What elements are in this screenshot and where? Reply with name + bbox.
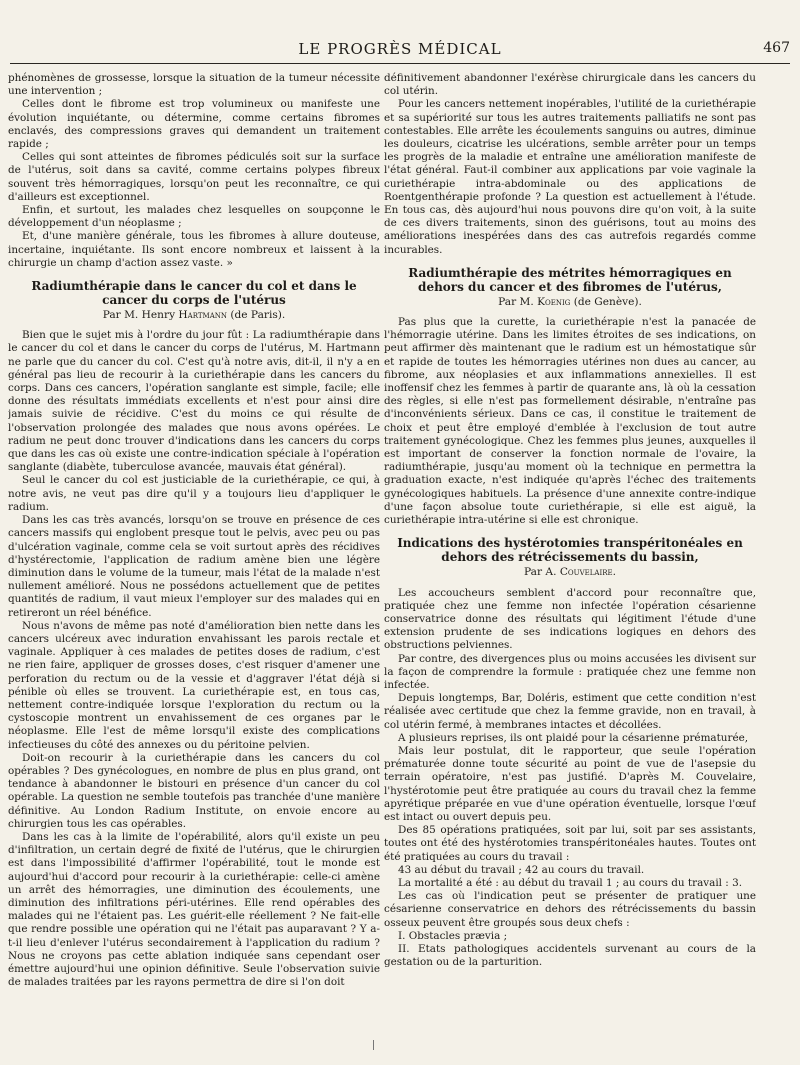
paragraph: La mortalité a été : au début du travail 1 ; au cours du travail : 3.: [398, 876, 742, 889]
paragraph: Dans les cas très avancés, lorsqu'on se trouve en présence de ces cancers massifs qui englobent presque tout le pelvis, avec peu ou pas d'ulcération vaginale, comme cela se voit surtout après des récidives d'hystérectomie, l'application de radium amène bien une légère diminution dans le volume de la tumeur, mais l'état de la malade n'est nullement amélioré. Nous ne possédons actuellement que de petites quantités de radium, il vaut mieux l'employer sur des malades qui en retireront un réel bénéfice.: [8, 514, 380, 619]
page-number: 467: [763, 40, 790, 56]
byline-prefix: Par M.: [498, 295, 538, 308]
page-header: [10, 40, 790, 62]
section-heading: Indications des hystérotomies transpéritonéales en dehors des rétrécissements du bassin,: [397, 536, 743, 565]
paragraph: phénomènes de grossesse, lorsque la situation de la tumeur nécessite une intervention ;: [8, 72, 380, 98]
paragraph: Celles qui sont atteintes de fibromes pédiculés soit sur la surface de l'utérus, soit dans sa cavité, comme certains polypes fibreux souvent très hémorragiques, lorsqu'on peut les reconnaître, ce qui d'ailleurs est exceptionnel.: [8, 151, 380, 203]
paragraph: Mais leur postulat, dit le rapporteur, que seule l'opération prématurée donne toute sécurité au point de vue de l'asepsie du terrain opératoire, n'est pas justifié. D'après M. Couvelaire, l'hystérotomie peut être pratiquée au cours du travail chez la femme apyrétique préparée en vue d'une opération éventuelle, lorsque l'œuf est intact ou ouvert depuis peu.: [384, 744, 756, 823]
column-mark: [373, 1040, 376, 1050]
author-name: Hartmann: [178, 309, 228, 322]
author-name: Couvelaire: [559, 566, 613, 579]
section-heading: Radiumthérapie des métrites hémorragiques en dehors du cancer et des fibromes de l'utérus,: [408, 265, 732, 294]
author-affiliation: (de Genève).: [570, 295, 642, 308]
paragraph: Les cas où l'indication peut se présenter de pratiquer une césarienne conservatrice en dehors des rétrécissements du bassin osseux peuvent être groupés sous deux chefs :: [384, 890, 756, 929]
left-column: [8, 72, 380, 1057]
author-byline: [384, 566, 756, 579]
paragraph: Par contre, des divergences plus ou moins accusées les divisent sur la façon de comprendre la formule : pratiquée chez une femme non infectée.: [384, 652, 756, 691]
byline-prefix: Par A.: [524, 566, 560, 579]
author-name: Koenig: [537, 295, 571, 308]
header-rule: [10, 63, 790, 64]
paragraph: définitivement abandonner l'exérèse chirurgicale dans les cancers du col utérin.: [384, 72, 756, 98]
paragraph: Et, d'une manière générale, tous les fibromes à allure douteuse, incertaine, inquiétante. Ils sont encore nombreux et laissent à la chirurgie un champ d'action assez vaste. »: [8, 230, 380, 269]
paragraph: Dans les cas à la limite de l'opérabilité, alors qu'il existe un peu d'infiltration, un certain degré de fixité de l'utérus, que le chirurgien est dans l'impossibilité d'affirmer l'opérabilité, tout le monde est aujourd'hui d'accord pour recourir à la curiethérapie: celle-ci amène un arrêt des hémorragies, une diminution des écoulements, une diminution des infiltrations péri-utérines. Elle rend opérables des malades qui ne l'étaient pas. Les guérit-elle réellement ? Ne fait-elle que rendre possible une opération qui ne l'était pas auparavant ? Y a-t-il lieu d'enlever l'utérus secondairement à l'application du radium ? Nous ne croyons pas cette ablation indiquée sans cependant oser émettre aujourd'hui une opinion définitive. Seule l'observation suivie de malades traitées par les rayons permettra de dire si l'on doit: [8, 830, 380, 989]
journal-title: LE PROGRÈS MÉDICAL: [298, 40, 502, 58]
paragraph: A plusieurs reprises, ils ont plaidé pour la césarienne prématurée,: [398, 731, 749, 744]
byline-prefix: Par M. Henry: [102, 309, 179, 322]
author-byline: [384, 296, 756, 309]
section-heading: Radiumthérapie dans le cancer du col et dans le cancer du corps de l'utérus: [31, 279, 357, 308]
paragraph: Les accoucheurs semblent d'accord pour reconnaître que, pratiquée chez une femme non infectée l'opération césarienne conservatrice donne des résultats qui légitiment l'étude d'une extension prudente de ses indications logiques en dehors des obstructions pelviennes.: [384, 586, 756, 652]
author-byline: [8, 309, 380, 322]
paragraph: I. Obstacles prævia ;: [398, 929, 508, 942]
paragraph: Doit-on recourir à la curiethérapie dans les cancers du col opérables ? Des gynécologues, en nombre de plus en plus grand, ont tendance à abandonner le bistouri en présence d'un cancer du col opérable. La question ne semble toutefois pas tranchée d'une manière définitive. Au London Radium Institute, on envoie encore au chirurgien tous les cas opérables.: [8, 751, 380, 830]
paragraph: Bien que le sujet mis à l'ordre du jour fût : La radiumthérapie dans le cancer du col et dans le cancer du corps de l'utérus, M. Hartmann ne parle que du cancer du col. C'est qu'à notre avis, dit-il, il n'y a en général pas lieu de recourir à la curiethérapie dans les cancers du corps. Dans ces cancers, l'opération sanglante est simple, facile; elle donne des résultats immédiats excellents et n'est pour ainsi dire jamais suivie de récidive. C'est du moins ce qui résulte de l'observation prolongée des malades que nous avons opérées. Le radium ne peut donc trouver d'indications dans les cancers du corps que dans les cas où existe une contre-indication spéciale à l'opération sanglante (diabète, tuberculose avancée, mauvais état général).: [8, 329, 380, 474]
paragraph: 43 au début du travail ; 42 au cours du travail.: [398, 863, 645, 876]
paragraph: Pas plus que la curette, la curiethérapie n'est la panacée de l'hémorragie utérine. Dans les limites étroites de ses indications, on peut affirmer dès maintenant que le radium est un hémostatique sûr et rapide de toutes les hémorragies utérines non dues au cancer, au fibrome, aux néoplasies et aux inflammations annexielles. Il est inoffensif chez les femmes à partir de quarante ans, là où la cessation des règles, si elle n'est pas formellement désirable, n'entraîne pas d'inconvénients sérieux. Dans ce cas, il constitue le traitement de choix et peut être employé d'emblée à l'exclusion de tout autre traitement gynécologique. Chez les femmes plus jeunes, auxquelles il est important de conserver la fonction normale de l'ovaire, la radiumthérapie, jusqu'au moment où la technique en permettra la graduation exacte, n'est indiquée qu'après l'échec des traitements gynécologiques habituels. La présence d'une annexite contre-indique d'une façon absolue toute curiethérapie, si elle est aiguë, la curiethérapie intra-utérine si elle est chronique.: [384, 316, 756, 527]
paragraph: Depuis longtemps, Bar, Doléris, estiment que cette condition n'est réalisée avec certitude que chez la femme gravide, non en travail, à col utérin fermé, à membranes intactes et décollées.: [384, 692, 756, 731]
paragraph: Celles dont le fibrome est trop volumineux ou manifeste une évolution inquiétante, ou détermine, comme certains fibromes enclavés, des compressions graves qui demandent un traitement rapide ;: [8, 98, 380, 151]
paragraph: Enfin, et surtout, les malades chez lesquelles on soupçonne le développement d'un néoplasme ;: [8, 204, 380, 230]
paragraph: Pour les cancers nettement inopérables, l'utilité de la curiethérapie et sa supériorité sur tous les autres traitements palliatifs ne sont pas contestables. Elle arrête les écoulements sanguins ou autres, diminue les douleurs, cicatrise les ulcérations, semble arrêter pour un temps les progrès de la maladie et entraîne une amélioration manifeste de l'état général. Faut-il combiner aux applications par voie vaginale la curiethérapie intra-abdominale ou des applications de Roentgenthérapie profonde ? La question est actuellement à l'étude. En tous cas, dès aujourd'hui nous pouvons dire qu'on voit, à la suite de ces divers traitements, sinon des guérisons, tout au moins des améliorations inespérées dans des cas autrefois regardés comme incurables.: [384, 98, 756, 256]
author-affiliation: .: [612, 566, 616, 579]
right-column: [384, 72, 756, 1057]
paragraph: Des 85 opérations pratiquées, soit par lui, soit par ses assistants, toutes ont été des hystérotomies transpéritonéales hautes. Toutes ont été pratiquées au cours du travail :: [384, 824, 756, 863]
paragraph: Seul le cancer du col est justiciable de la curiethérapie, ce qui, à notre avis, ne veut pas dire qu'il y a toujours lieu d'appliquer le radium.: [8, 474, 380, 513]
paragraph: Nous n'avons de même pas noté d'amélioration bien nette dans les cancers ulcéreux avec induration envahissant les parois rectale et vaginale. Appliquer à ces malades de petites doses de radium, c'est ne rien faire, appliquer de grosses doses, c'est risquer d'amener une perforation du rectum ou de la vessie et d'aggraver l'état déjà si pénible où elles se trouvent. La curiethérapie est, en tous cas, nettement contre-indiquée lorsque l'exploration du rectum ou la cystoscopie montrent un envahissement de ces organes par le néoplasme. Elle l'est de même lorsqu'il existe des complications infectieuses du côté des annexes ou du péritoine pelvien.: [8, 619, 380, 751]
author-affiliation: (de Paris).: [227, 309, 286, 322]
paragraph: II. Etats pathologiques accidentels survenant au cours de la gestation ou de la parturition.: [384, 942, 756, 969]
